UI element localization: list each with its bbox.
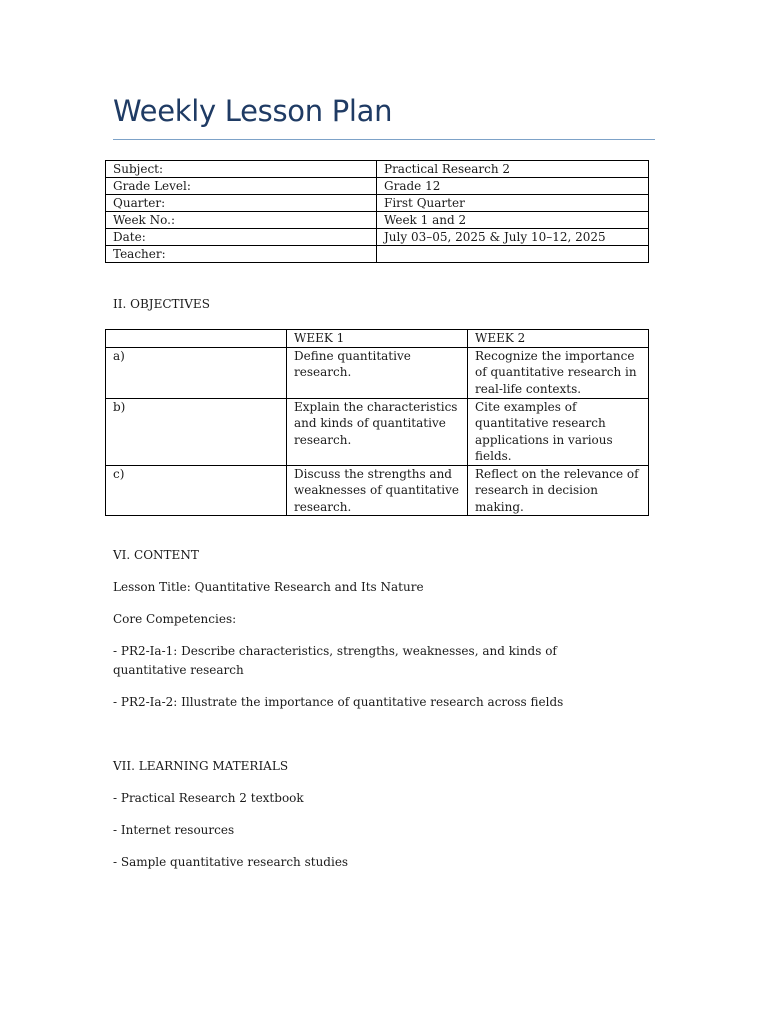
table-row xyxy=(106,195,649,212)
info-label-subject: Subject: xyxy=(106,161,377,178)
table-row xyxy=(106,212,649,229)
competency-item: - PR2-Ia-1: Describe characteristics, strengths, weaknesses, and kinds of quantitative research xyxy=(113,644,557,677)
info-value-date: July 03–05, 2025 & July 10–12, 2025 xyxy=(377,229,649,246)
table-row xyxy=(106,398,649,465)
info-table xyxy=(105,160,649,263)
table-row xyxy=(106,465,649,516)
competency-item: - PR2-Ia-2: Illustrate the importance of quantitative research across fields xyxy=(113,695,564,709)
table-row xyxy=(106,246,649,263)
info-label-date: Date: xyxy=(106,229,377,246)
objective-week2: Recognize the importance of quantitative research in real-life contexts. xyxy=(468,347,649,398)
objective-week2: Cite examples of quantitative research applications in various fields. xyxy=(468,398,649,465)
info-label-week-no: Week No.: xyxy=(106,212,377,229)
info-value-quarter: First Quarter xyxy=(377,195,649,212)
info-label-quarter: Quarter: xyxy=(106,195,377,212)
objectives-table xyxy=(105,329,649,516)
lesson-title: Lesson Title: Quantitative Research and Its Nature xyxy=(113,580,424,594)
table-row xyxy=(106,229,649,246)
objective-label: c) xyxy=(106,465,287,516)
learning-materials-heading: VII. LEARNING MATERIALS xyxy=(113,759,289,773)
title-underline xyxy=(113,139,655,140)
objectives-heading: II. OBJECTIVES xyxy=(113,297,210,311)
column-header-week-2: WEEK 2 xyxy=(468,330,649,348)
info-label-teacher: Teacher: xyxy=(106,246,377,263)
objective-week1: Define quantitative research. xyxy=(287,347,468,398)
table-row xyxy=(106,161,649,178)
info-value-subject: Practical Research 2 xyxy=(377,161,649,178)
objective-week1: Discuss the strengths and weaknesses of quantitative research. xyxy=(287,465,468,516)
info-value-grade-level: Grade 12 xyxy=(377,178,649,195)
table-row xyxy=(106,347,649,398)
core-competencies-label: Core Competencies: xyxy=(113,612,237,626)
material-item: - Practical Research 2 textbook xyxy=(113,791,304,805)
content-heading: VI. CONTENT xyxy=(113,548,199,562)
material-item: - Internet resources xyxy=(113,823,235,837)
objective-label: a) xyxy=(106,347,287,398)
column-header-blank xyxy=(106,330,287,348)
info-label-grade-level: Grade Level: xyxy=(106,178,377,195)
document-title: Weekly Lesson Plan xyxy=(113,94,393,128)
info-value-teacher xyxy=(377,246,649,263)
table-header-row xyxy=(106,330,649,348)
objective-week2: Reflect on the relevance of research in decision making. xyxy=(468,465,649,516)
objective-week1: Explain the characteristics and kinds of quantitative research. xyxy=(287,398,468,465)
table-row xyxy=(106,178,649,195)
material-item: - Sample quantitative research studies xyxy=(113,855,349,869)
column-header-week-1: WEEK 1 xyxy=(287,330,468,348)
objective-label: b) xyxy=(106,398,287,465)
info-value-week-no: Week 1 and 2 xyxy=(377,212,649,229)
